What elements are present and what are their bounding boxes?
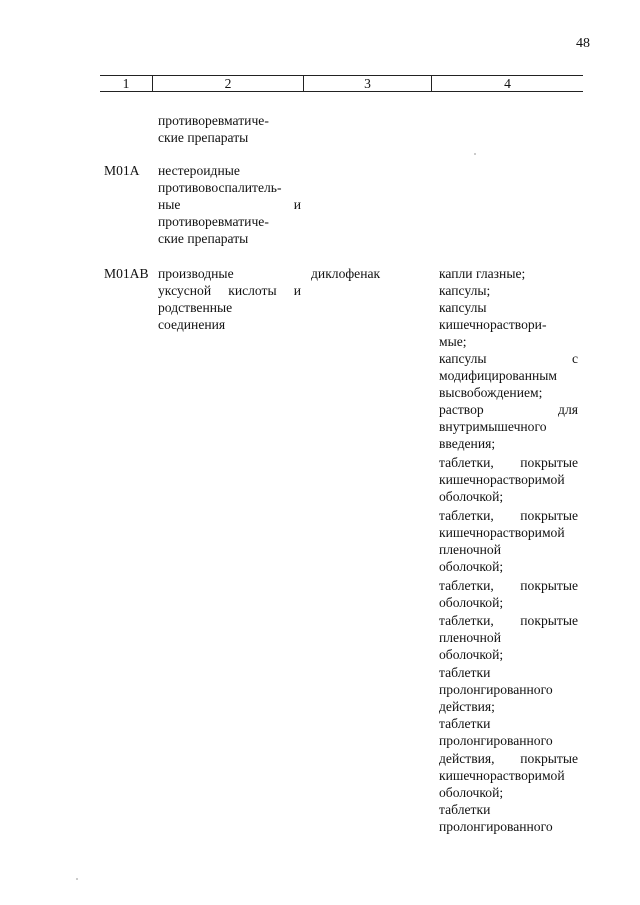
page-number: 48 — [576, 36, 590, 51]
row-2-form-line: оболочкой; — [439, 559, 504, 574]
row-2-form-line: действия, покрытые — [439, 751, 578, 766]
row-2-form-line: пролонгированного — [439, 819, 553, 834]
row-2-form-line: пролонгированного — [439, 733, 553, 748]
header-col-2: 2 — [153, 76, 304, 91]
row-2-form-line: кишечнорастворимой — [439, 525, 565, 540]
row-2-form-line: капли глазные; — [439, 266, 526, 281]
row-2-form-line: таблетки, покрытые — [439, 455, 578, 470]
scan-speck — [76, 878, 78, 880]
row-2-form-line: модифицированным — [439, 368, 557, 383]
row-2-form-line: оболочкой; — [439, 595, 504, 610]
row-2-form-line: раствор для — [439, 402, 578, 417]
row-2-substance: диклофенак — [311, 266, 381, 281]
row-2-form-line: таблетки — [439, 716, 491, 731]
row-2-form-line: действия; — [439, 699, 495, 714]
row-2-form-line: кишечнорастворимой — [439, 768, 565, 783]
row-2-form-line: пленочной — [439, 630, 501, 645]
row-2-name-line: родственные — [158, 300, 233, 315]
row-2-form-line: таблетки, покрытые — [439, 578, 578, 593]
row-2-name-line: уксусной кислоты и — [158, 283, 301, 298]
row-2-form-line: таблетки — [439, 802, 491, 817]
row-2-form-line: внутримышечного — [439, 419, 547, 434]
row-2-name-line: соединения — [158, 317, 226, 332]
table-header-row — [100, 75, 583, 92]
header-col-1: 1 — [100, 76, 153, 91]
row-1-name-line: противоревматиче- — [158, 214, 269, 229]
row-0-name-line: противоревматиче- — [158, 113, 269, 128]
row-1-name-line: ные и — [158, 197, 301, 212]
scan-speck — [474, 153, 476, 155]
row-2-form-line: кишечнорастворимой — [439, 472, 565, 487]
row-0-name-line: ские препараты — [158, 130, 249, 145]
row-2-code: M01AB — [104, 266, 149, 281]
row-2-form-line: пленочной — [439, 542, 501, 557]
row-2-form-line: таблетки — [439, 665, 491, 680]
row-2-form-line: оболочкой; — [439, 785, 504, 800]
header-col-3: 3 — [304, 76, 432, 91]
row-1-name-line: нестероидные — [158, 163, 240, 178]
row-2-form-line: таблетки, покрытые — [439, 508, 578, 523]
row-2-name-line: производные — [158, 266, 234, 281]
row-1-code: M01A — [104, 163, 140, 178]
row-1-name-line: ские препараты — [158, 231, 249, 246]
header-col-4: 4 — [504, 76, 511, 91]
row-2-form-line: пролонгированного — [439, 682, 553, 697]
row-2-form-line: капсулы с — [439, 351, 578, 366]
row-2-form-line: оболочкой; — [439, 647, 504, 662]
row-2-form-line: оболочкой; — [439, 489, 504, 504]
row-2-form-line: капсулы — [439, 300, 487, 315]
row-2-form-line: таблетки, покрытые — [439, 613, 578, 628]
row-1-name-line: противовоспалитель- — [158, 180, 282, 195]
row-2-form-line: капсулы; — [439, 283, 491, 298]
row-2-form-line: введения; — [439, 436, 496, 451]
row-2-form-line: высвобождением; — [439, 385, 543, 400]
row-2-form-line: кишечнораствори- — [439, 317, 547, 332]
row-2-form-line: мые; — [439, 334, 467, 349]
